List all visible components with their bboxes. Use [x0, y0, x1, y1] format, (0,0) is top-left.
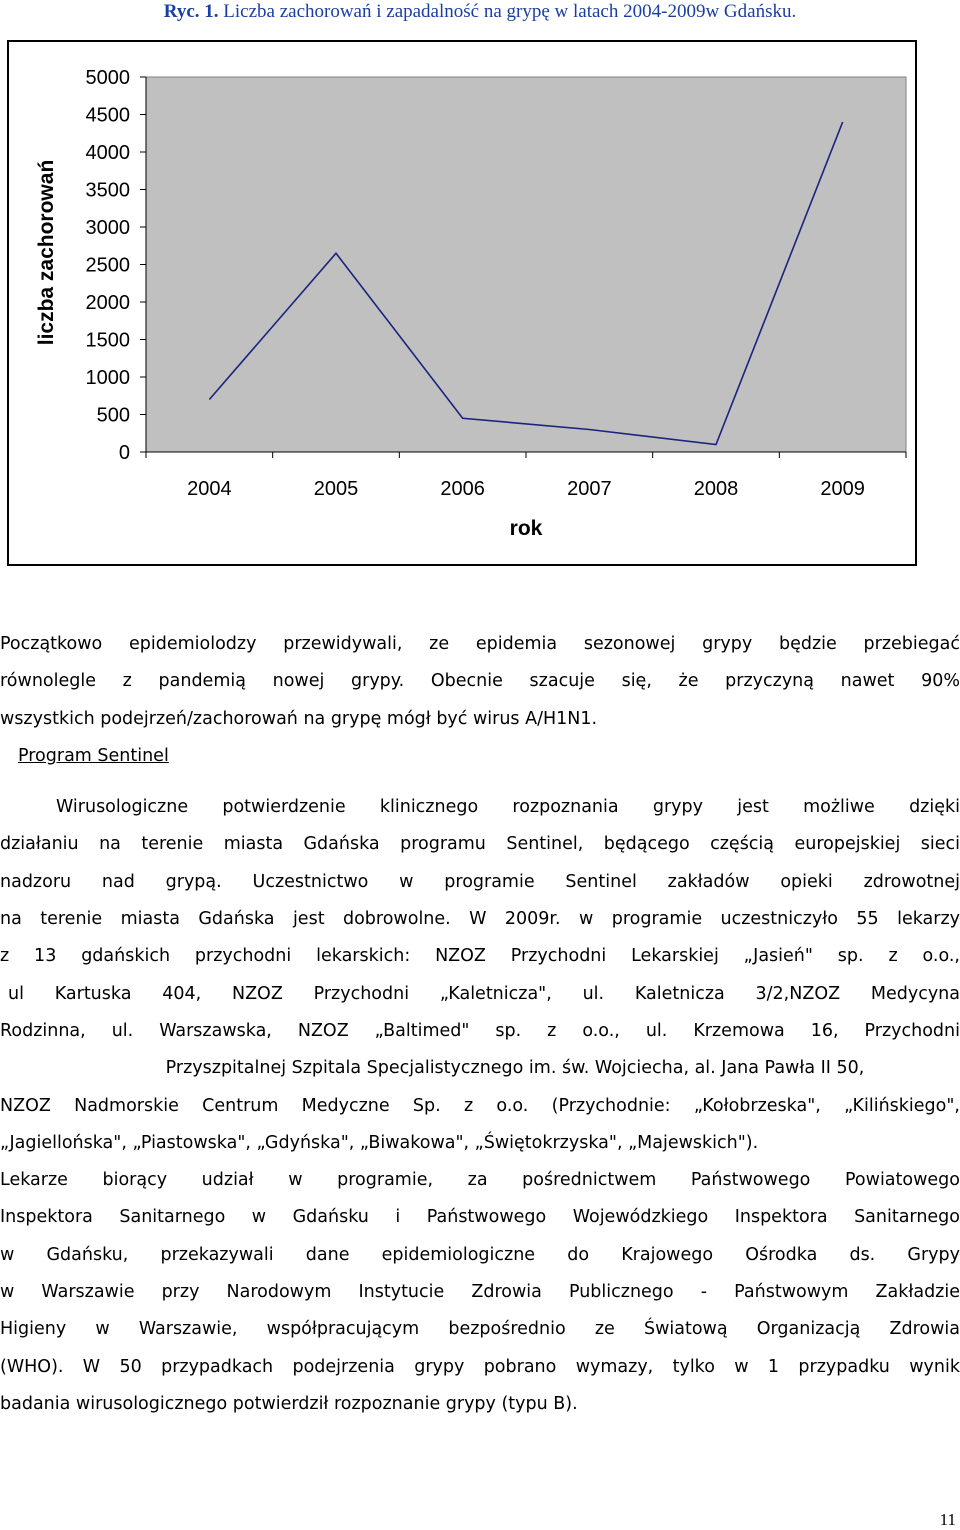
- paragraph-sentinel: [0, 789, 960, 1162]
- text-line: Wirusologiczne potwierdzenie klinicznego rozpoznania grypy jest możliwe dzięki: [56, 797, 960, 818]
- chart-frame: [7, 40, 917, 566]
- text-line: (WHO). W 50 przypadkach podejrzenia grypy pobrano wymazy, tylko w 1 przypadku wynik: [0, 1356, 960, 1377]
- y-tick-label: 5000: [85, 67, 130, 89]
- x-tick-label: 2007: [567, 478, 612, 500]
- y-tick-label: 3500: [85, 179, 130, 202]
- document-body: [0, 626, 960, 1423]
- text-line: nadzoru nad grypą. Uczestnictwo w programie Sentinel zakładów opieki zdrowotnej: [0, 871, 960, 892]
- figure-title: Liczba zachorowań i zapadalność na grypę w latach 2004-2009w Gdańsku.: [223, 1, 797, 22]
- text-line: Lekarze biorący udział w programie, za pośrednictwem Państwowego Powiatowego: [0, 1170, 960, 1191]
- text-line: ul Kartuska 404, NZOZ Przychodni „Kaletnicza", ul. Kaletnicza 3/2,NZOZ Medycyna: [8, 983, 960, 1004]
- section-heading: Program Sentinel: [18, 745, 169, 766]
- text-line: Przyszpitalnej Szpitala Specjalistycznego im. św. Wojciecha, al. Jana Pawła II 50,: [165, 1058, 865, 1079]
- text-line: wszystkich podejrzeń/zachorowań na grypę mógł być wirus A/H1N1.: [0, 708, 598, 729]
- text-line: Inspektora Sanitarnego w Gdańsku i Państwowego Wojewódzkiego Inspektora Sanitarnego: [0, 1207, 960, 1228]
- figure-caption: [0, 0, 960, 24]
- text-line: „Jagiellońska", „Piastowska", „Gdyńska", „Biwakowa", „Świętokrzyska", „Majewskich").: [0, 1132, 759, 1153]
- y-tick-label: 4000: [85, 142, 130, 164]
- line-chart: [9, 42, 915, 564]
- text-line: Higieny w Warszawie, współpracującym bezpośrednio ze Światową Organizacją Zdrowia: [0, 1319, 960, 1340]
- text-line: z 13 gdańskich przychodni lekarskich: NZOZ Przychodni Lekarskiej „Jasień" sp. z o.o.,: [0, 946, 960, 967]
- page-number: 11: [939, 1510, 956, 1529]
- y-tick-label: 1500: [85, 329, 130, 352]
- y-axis-label: liczba zachorowań: [35, 159, 58, 346]
- paragraph-lekarze: [0, 1162, 960, 1423]
- x-tick-label: 2009: [820, 478, 865, 500]
- text-line: Początkowo epidemiolodzy przewidywali, ze epidemia sezonowej grypy będzie przebiegać: [0, 634, 960, 654]
- text-line: w Gdańsku, przekazywali dane epidemiologiczne do Krajowego Ośrodka ds. Grypy: [0, 1244, 960, 1265]
- y-tick-label: 0: [118, 442, 130, 464]
- y-tick-label: 500: [96, 404, 130, 427]
- figure-label: Ryc. 1.: [163, 1, 219, 22]
- x-tick-label: 2005: [313, 478, 359, 500]
- x-axis-label: rok: [509, 517, 543, 540]
- x-tick-label: 2008: [693, 478, 739, 500]
- y-tick-label: 3000: [85, 217, 130, 239]
- text-line: działaniu na terenie miasta Gdańska programu Sentinel, będącego częścią europejskiej sieci: [0, 834, 960, 855]
- text-line: równolegle z pandemią nowej grypy. Obecnie szacuje się, że przyczyną nawet 90%: [0, 671, 960, 692]
- x-tick-label: 2006: [440, 478, 485, 500]
- y-tick-label: 2000: [85, 292, 130, 314]
- plot-area: [146, 77, 906, 452]
- text-line: NZOZ Nadmorskie Centrum Medyczne Sp. z o.o. (Przychodnie: „Kołobrzeska", „Kilińskiego",: [0, 1095, 960, 1116]
- x-tick-label: 2004: [187, 478, 232, 500]
- text-line: Rodzinna, ul. Warszawska, NZOZ „Baltimed" sp. z o.o., ul. Krzemowa 16, Przychodni: [0, 1020, 960, 1041]
- y-tick-label: 4500: [85, 104, 130, 127]
- y-tick-label: 1000: [85, 367, 130, 389]
- text-line: w Warszawie przy Narodowym Instytucie Zdrowia Publicznego - Państwowym Zakładzie: [0, 1282, 960, 1303]
- text-line: na terenie miasta Gdańska jest dobrowolne. W 2009r. w programie uczestniczyło 55 lekarzy: [0, 909, 960, 930]
- y-tick-label: 2500: [85, 254, 130, 277]
- text-line: badania wirusologicznego potwierdził rozpoznanie grypy (typu B).: [0, 1393, 578, 1414]
- paragraph-intro: [0, 626, 960, 738]
